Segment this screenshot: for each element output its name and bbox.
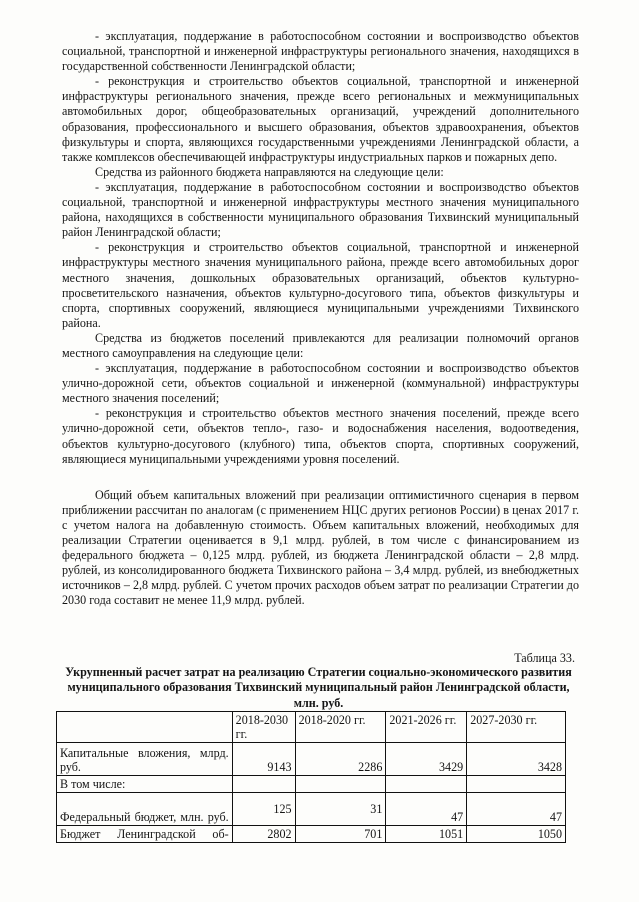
table-row [57,743,566,776]
table-caption: Таблица 33. [514,651,575,665]
table-row [57,776,566,793]
table-header-row [57,712,566,743]
paragraph-settlement-construction: - реконструкция и строительство объектов местного значения поселений, прежде всего улично-дорожной сети, объектов тепло-, газо- и водоснабжения населения, водоотведения, объектов культурно-досугового (клубного) типа, объектов спорта, спортивных сооружений, являющиеся муниципальными учреждениями уровня поселений. [62,406,579,466]
header-cell-2018-2020: 2018-2020 гг. [295,712,386,743]
cell-value [386,776,467,793]
cell-value: 1050 [467,826,566,843]
cell-value [295,776,386,793]
header-cell-2021-2026: 2021-2026 гг. [386,712,467,743]
paragraph-district-construction: - реконструкция и строительство объектов социальной, транспортной и инженерной инфраструктуры местного значения муниципального района, прежде всего автомобильных дорог местного значения, дошкольных образовательных организаций, объектов культурно-просветительского назначения, объектов культурно-досугового типа, объектов физкультуры и спорта, спортивных сооружений, являющиеся муниципальными учреждениями Тихвинского района. [62,240,579,330]
cell-value [467,776,566,793]
cell-value: 31 [295,793,386,826]
paragraph-regional-maintenance: - эксплуатация, поддержание в работоспособном состоянии и воспроизводство объектов социальной, транспортной и инженерной инфраструктуры регионального значения, находящихся в государственной собственности Ленинградской области; [62,29,579,74]
table-row [57,793,566,826]
cell-value: 2802 [232,826,295,843]
header-cell-label [57,712,233,743]
row-label-leningrad: Бюджет Ленинградской об- [57,826,233,843]
paragraph-district-budget-intro: Средства из районного бюджета направляются на следующие цели: [95,164,444,179]
cell-value: 125 [232,793,295,826]
paragraph-investment-total: Общий объем капитальных вложений при реализации оптимистичного сценария в первом приближении рассчитан по аналогам (с применением НЦС других регионов России) в ценах 2017 г. с учетом налога на добавленную стоимость. Объем капитальных вложений, необходимых для реализации Стратегии оценивается в 9,1 млрд. рублей, в том числе с финансированием из федерального бюджета – 0,125 млрд. рублей, из бюджета Ленинградской области – 2,8 млрд. рублей, из консолидированного бюджета Тихвинского района – 3,4 млрд. рублей, из внебюджетных источников – 2,8 млрд. рублей. С учетом прочих расходов объем затрат по реализации Стратегии до 2030 года составит не менее 11,9 млрд. рублей. [62,487,579,608]
table-title: Укрупненный расчет затрат на реализацию Стратегии социально-экономического развития муниципального образования Тихвинский муниципальный район Ленинградской области, млн. руб. [65,665,572,710]
body-text [62,29,579,608]
header-cell-2027-2030: 2027-2030 гг. [467,712,566,743]
cell-value: 47 [386,793,467,826]
cell-value: 9143 [232,743,295,776]
row-label-including: В том числе: [57,776,233,793]
row-label-capital: Капитальные вложения, млрд. руб. [57,743,233,776]
cell-value [232,776,295,793]
cell-value: 1051 [386,826,467,843]
cell-value: 701 [295,826,386,843]
cell-value: 3429 [386,743,467,776]
paragraph-settlement-maintenance: - эксплуатация, поддержание в работоспособном состоянии и воспроизводство объектов улично-дорожной сети, объектов социальной и инженерной (коммунальной) инфраструктуры местного значения поселений; [62,361,579,406]
cell-value: 3428 [467,743,566,776]
row-label-federal: Федеральный бюджет, млн. руб. [57,793,233,826]
header-cell-2018-2030: 2018-2030 гг. [232,712,295,743]
cost-table [56,711,566,843]
paragraph-district-maintenance: - эксплуатация, поддержание в работоспособном состоянии и воспроизводство объектов социальной, транспортной и инженерной инфраструктуры местного значения муниципального района, находящихся в собственности муниципального образования Тихвинский муниципальный район Ленинградской области; [62,179,579,240]
cell-value: 47 [467,793,566,826]
paragraph-regional-construction: - реконструкция и строительство объектов социальной, транспортной и инженерной инфраструктуры регионального значения, прежде всего региональных и межмуниципальных автомобильных дорог, общеобразовательных организаций, учреждений дополнительного образования, профессионального и высшего образования, объектов здравоохранения, объектов физкультуры и спорта, являющихся государственными учреждениями Ленинградской области, а также комплексов обеспечивающей инфраструктуры индустриальных парков и пожарных депо. [62,74,579,164]
cell-value: 2286 [295,743,386,776]
table-row [57,826,566,843]
paragraph-settlement-budget-intro: Средства из бюджетов поселений привлекаются для реализации полномочий органов местного самоуправления на следующие цели: [62,330,579,360]
